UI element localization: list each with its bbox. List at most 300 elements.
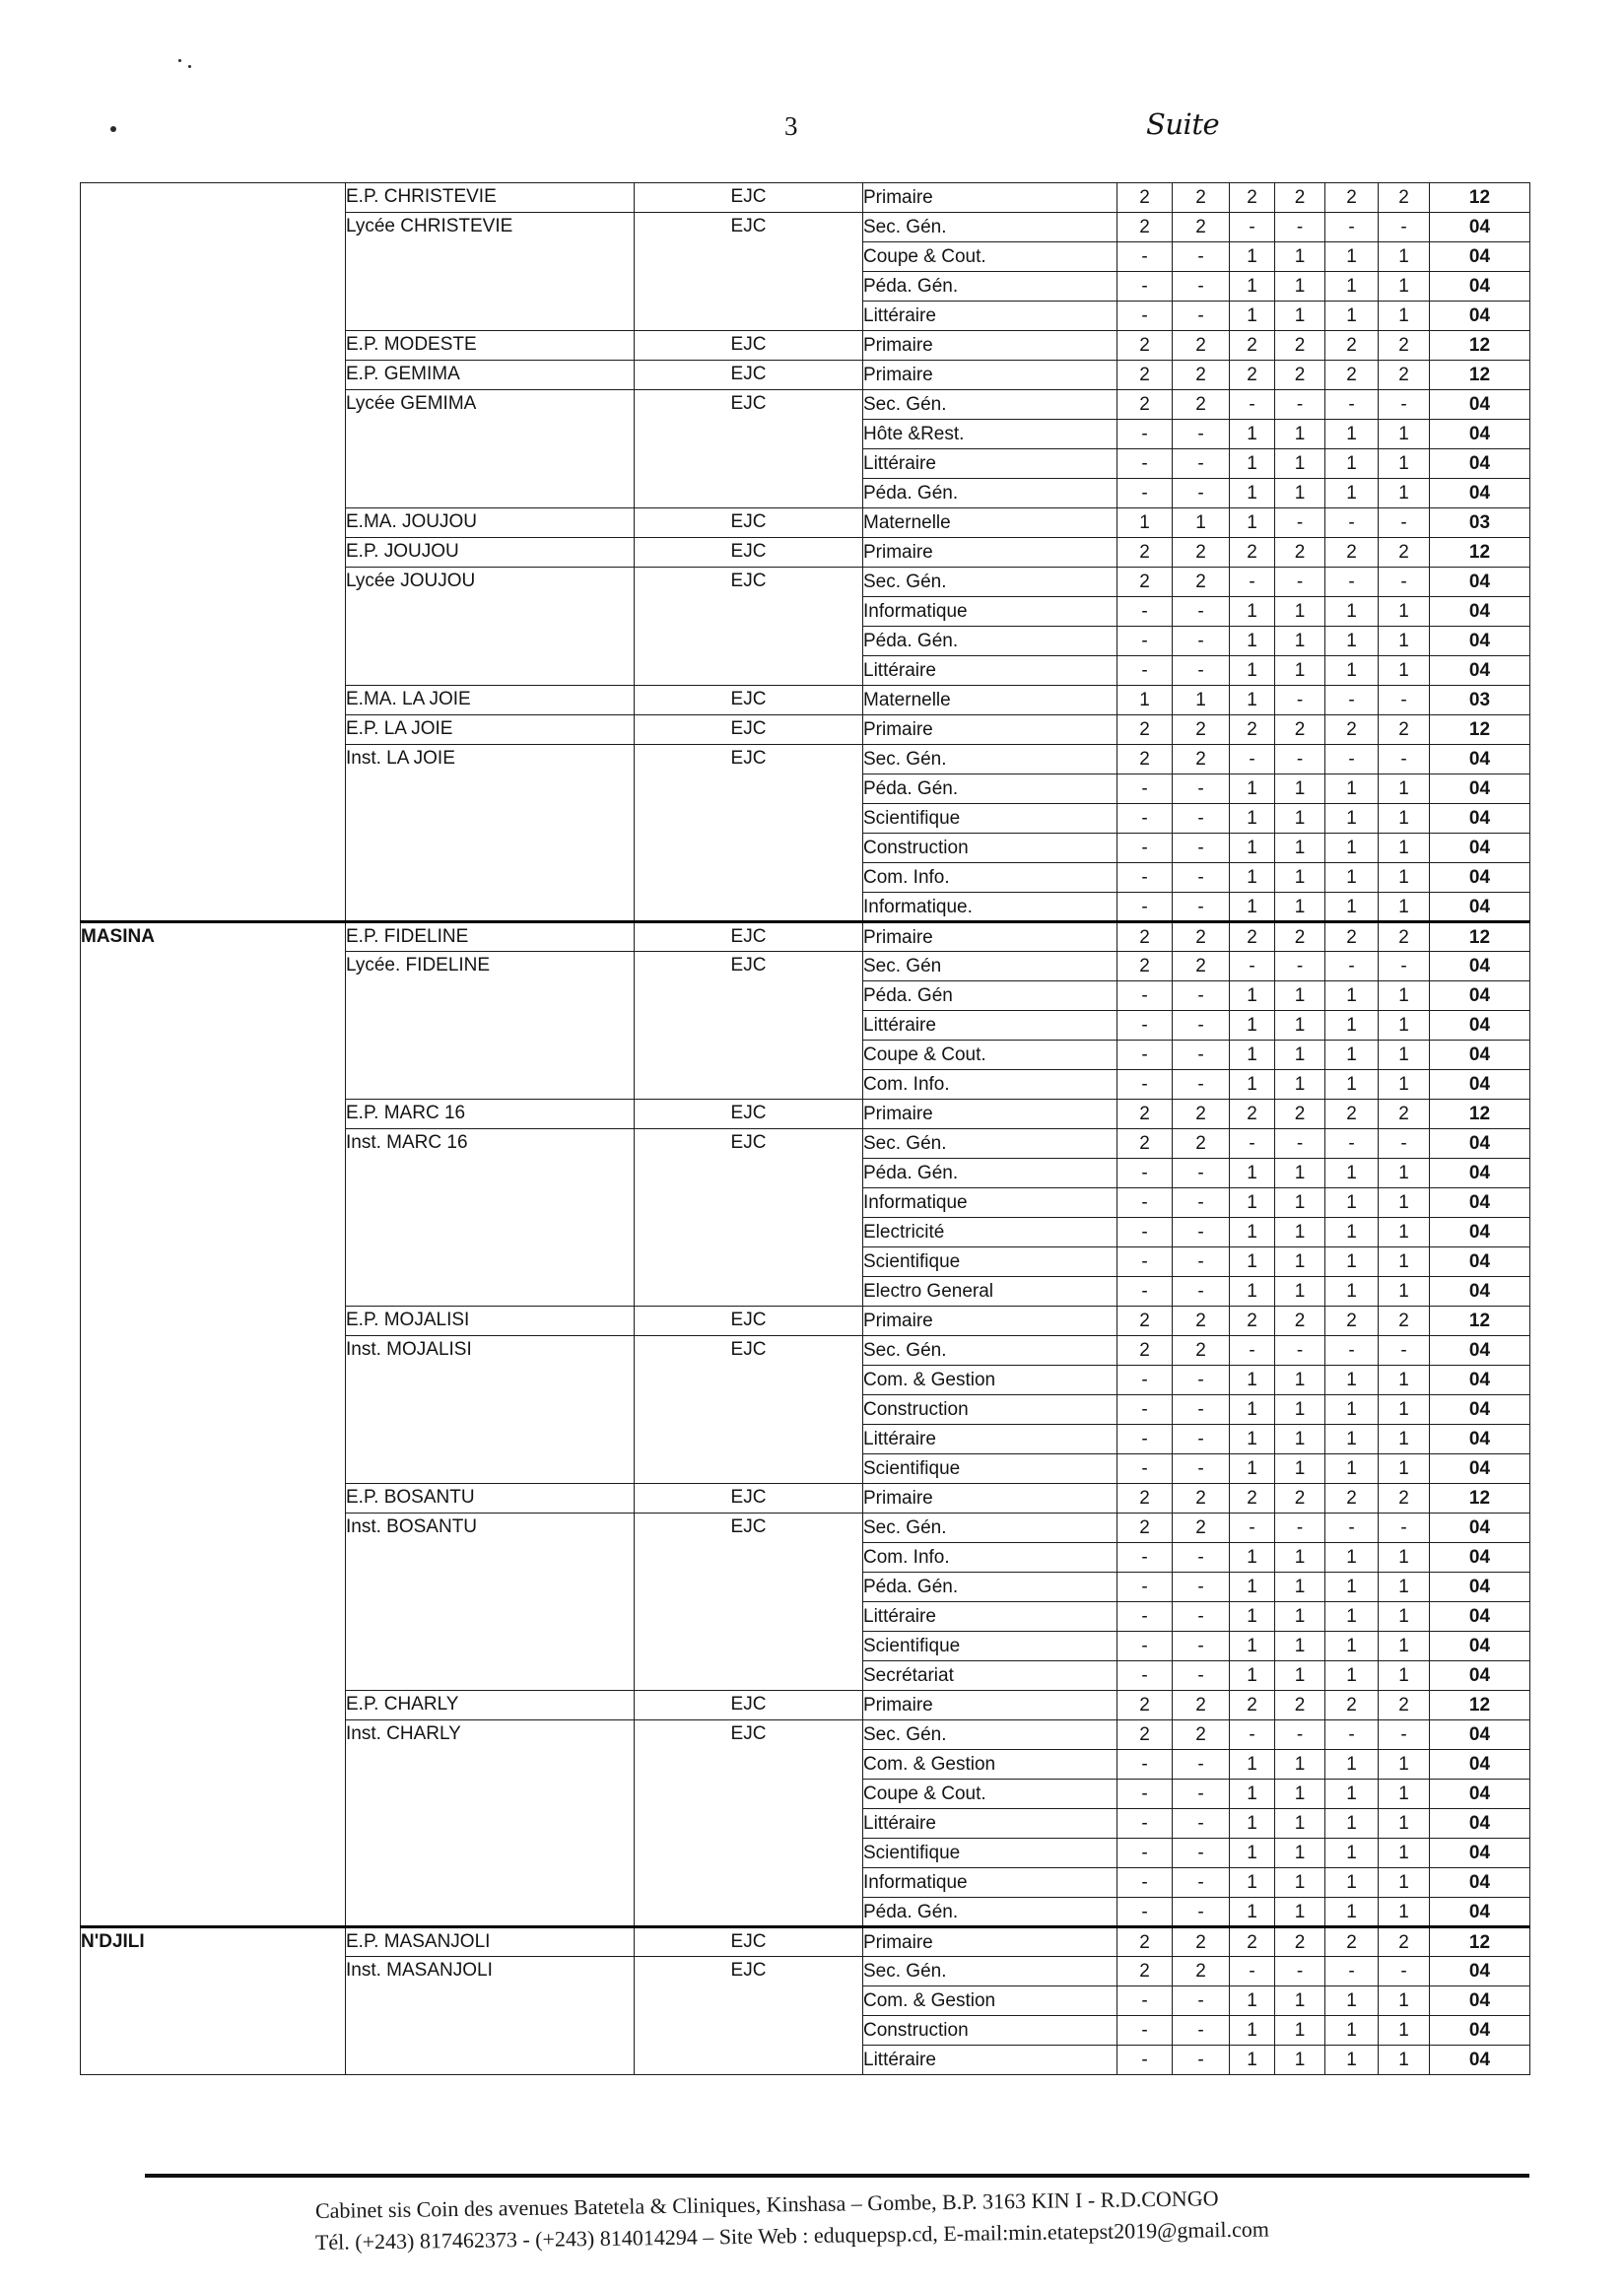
class-count-cell: 1 bbox=[1173, 508, 1230, 538]
class-count-cell: 1 bbox=[1275, 774, 1325, 804]
scan-speck bbox=[178, 59, 181, 62]
option-cell: Com. & Gestion bbox=[863, 1366, 1117, 1395]
class-count-cell: - bbox=[1173, 774, 1230, 804]
class-count-cell: - bbox=[1275, 1129, 1325, 1159]
school-name-cell: E.P. MASANJOLI bbox=[346, 1927, 635, 1957]
class-count-cell: - bbox=[1117, 1632, 1173, 1661]
class-count-cell: 1 bbox=[1325, 1011, 1379, 1041]
total-cell: 04 bbox=[1430, 449, 1530, 479]
class-count-cell: 1 bbox=[1379, 1188, 1430, 1218]
class-count-cell: 1 bbox=[1325, 1188, 1379, 1218]
class-count-cell: 2 bbox=[1379, 538, 1430, 568]
class-count-cell: 1 bbox=[1325, 1543, 1379, 1573]
class-count-cell: 1 bbox=[1275, 272, 1325, 302]
class-count-cell: 2 bbox=[1117, 1484, 1173, 1514]
option-cell: Maternelle bbox=[863, 686, 1117, 715]
class-count-cell: 1 bbox=[1230, 2016, 1275, 2046]
class-count-cell: 1 bbox=[1230, 1159, 1275, 1188]
class-count-cell: - bbox=[1173, 893, 1230, 922]
total-cell: 04 bbox=[1430, 1661, 1530, 1691]
school-name-cell: Inst. LA JOIE bbox=[346, 745, 635, 922]
class-count-cell: 2 bbox=[1230, 183, 1275, 213]
regime-cell: EJC bbox=[635, 745, 863, 922]
class-count-cell: 1 bbox=[1379, 1454, 1430, 1484]
class-count-cell: 1 bbox=[1379, 1809, 1430, 1839]
class-count-cell: 2 bbox=[1275, 1100, 1325, 1129]
total-cell: 04 bbox=[1430, 1839, 1530, 1868]
class-count-cell: - bbox=[1173, 1218, 1230, 1247]
class-count-cell: - bbox=[1117, 1839, 1173, 1868]
option-cell: Scientifique bbox=[863, 1632, 1117, 1661]
class-count-cell: - bbox=[1379, 508, 1430, 538]
class-count-cell: 1 bbox=[1230, 1661, 1275, 1691]
class-count-cell: - bbox=[1275, 1720, 1325, 1750]
class-count-cell: 2 bbox=[1117, 1336, 1173, 1366]
class-count-cell: 2 bbox=[1117, 1129, 1173, 1159]
class-count-cell: - bbox=[1117, 804, 1173, 834]
total-cell: 04 bbox=[1430, 1454, 1530, 1484]
class-count-cell: - bbox=[1230, 1336, 1275, 1366]
class-count-cell: 1 bbox=[1275, 1425, 1325, 1454]
total-cell: 04 bbox=[1430, 1129, 1530, 1159]
class-count-cell: 2 bbox=[1173, 952, 1230, 981]
class-count-cell: 1 bbox=[1379, 1395, 1430, 1425]
class-count-cell: - bbox=[1173, 1661, 1230, 1691]
class-count-cell: 2 bbox=[1275, 1307, 1325, 1336]
class-count-cell: - bbox=[1173, 597, 1230, 627]
continuation-label: Suite bbox=[1146, 107, 1220, 141]
option-cell: Primaire bbox=[863, 1691, 1117, 1720]
class-count-cell: 1 bbox=[1379, 1839, 1430, 1868]
total-cell: 12 bbox=[1430, 1100, 1530, 1129]
option-cell: Littéraire bbox=[863, 1425, 1117, 1454]
class-count-cell: - bbox=[1325, 390, 1379, 420]
class-count-cell: - bbox=[1173, 1986, 1230, 2016]
regime-cell: EJC bbox=[635, 390, 863, 508]
class-count-cell: 1 bbox=[1325, 272, 1379, 302]
class-count-cell: - bbox=[1379, 1957, 1430, 1986]
class-count-cell: - bbox=[1117, 420, 1173, 449]
total-cell: 12 bbox=[1430, 331, 1530, 361]
total-cell: 04 bbox=[1430, 656, 1530, 686]
class-count-cell: 2 bbox=[1173, 1307, 1230, 1336]
class-count-cell: 1 bbox=[1230, 981, 1275, 1011]
class-count-cell: 1 bbox=[1325, 804, 1379, 834]
class-count-cell: 1 bbox=[1379, 1780, 1430, 1809]
total-cell: 04 bbox=[1430, 1602, 1530, 1632]
class-count-cell: - bbox=[1117, 1573, 1173, 1602]
class-count-cell: 1 bbox=[1325, 1632, 1379, 1661]
total-cell: 04 bbox=[1430, 390, 1530, 420]
option-cell: Electricité bbox=[863, 1218, 1117, 1247]
total-cell: 12 bbox=[1430, 715, 1530, 745]
class-count-cell: 2 bbox=[1379, 361, 1430, 390]
total-cell: 04 bbox=[1430, 213, 1530, 242]
class-count-cell: 2 bbox=[1379, 183, 1430, 213]
class-count-cell: 1 bbox=[1275, 1366, 1325, 1395]
class-count-cell: 1 bbox=[1275, 834, 1325, 863]
class-count-cell: 1 bbox=[1230, 597, 1275, 627]
option-cell: Sec. Gén. bbox=[863, 1720, 1117, 1750]
class-count-cell: - bbox=[1230, 1720, 1275, 1750]
class-count-cell: 1 bbox=[1230, 1750, 1275, 1780]
option-cell: Informatique. bbox=[863, 893, 1117, 922]
option-cell: Coupe & Cout. bbox=[863, 242, 1117, 272]
total-cell: 04 bbox=[1430, 1986, 1530, 2016]
class-count-cell: 2 bbox=[1325, 715, 1379, 745]
total-cell: 04 bbox=[1430, 627, 1530, 656]
class-count-cell: 1 bbox=[1230, 1898, 1275, 1927]
total-cell: 04 bbox=[1430, 1750, 1530, 1780]
class-count-cell: 1 bbox=[1275, 1188, 1325, 1218]
option-cell: Littéraire bbox=[863, 302, 1117, 331]
class-count-cell: 1 bbox=[1379, 1159, 1430, 1188]
class-count-cell: 1 bbox=[1379, 1661, 1430, 1691]
class-count-cell: 1 bbox=[1230, 272, 1275, 302]
class-count-cell: - bbox=[1117, 863, 1173, 893]
class-count-cell: 2 bbox=[1379, 1927, 1430, 1957]
class-count-cell: 1 bbox=[1325, 1661, 1379, 1691]
class-count-cell: 1 bbox=[1325, 1454, 1379, 1484]
class-count-cell: 1 bbox=[1325, 981, 1379, 1011]
class-count-cell: - bbox=[1379, 568, 1430, 597]
class-count-cell: - bbox=[1325, 1514, 1379, 1543]
school-name-cell: Inst. MOJALISI bbox=[346, 1336, 635, 1484]
class-count-cell: 2 bbox=[1173, 745, 1230, 774]
total-cell: 12 bbox=[1430, 538, 1530, 568]
option-cell: Primaire bbox=[863, 922, 1117, 952]
class-count-cell: 1 bbox=[1379, 1986, 1430, 2016]
class-count-cell: 2 bbox=[1230, 1927, 1275, 1957]
option-cell: Com. Info. bbox=[863, 863, 1117, 893]
school-name-cell: E.P. JOUJOU bbox=[346, 538, 635, 568]
option-cell: Littéraire bbox=[863, 656, 1117, 686]
schools-table bbox=[80, 182, 1530, 2075]
page-number: 3 bbox=[784, 111, 798, 141]
class-count-cell: 1 bbox=[1230, 1986, 1275, 2016]
class-count-cell: 1 bbox=[1275, 804, 1325, 834]
total-cell: 04 bbox=[1430, 1425, 1530, 1454]
school-name-cell: E.P. BOSANTU bbox=[346, 1484, 635, 1514]
class-count-cell: - bbox=[1117, 2016, 1173, 2046]
regime-cell: EJC bbox=[635, 952, 863, 1100]
regime-cell: EJC bbox=[635, 1484, 863, 1514]
commune-cell bbox=[81, 183, 346, 922]
class-count-cell: 1 bbox=[1325, 1750, 1379, 1780]
class-count-cell: - bbox=[1117, 1750, 1173, 1780]
option-cell: Com. & Gestion bbox=[863, 1750, 1117, 1780]
total-cell: 04 bbox=[1430, 1336, 1530, 1366]
school-name-cell: E.P. MODESTE bbox=[346, 331, 635, 361]
option-cell: Primaire bbox=[863, 1927, 1117, 1957]
school-name-cell: Inst. BOSANTU bbox=[346, 1514, 635, 1691]
total-cell: 04 bbox=[1430, 1070, 1530, 1100]
option-cell: Sec. Gén. bbox=[863, 390, 1117, 420]
class-count-cell: - bbox=[1117, 1543, 1173, 1573]
regime-cell: EJC bbox=[635, 183, 863, 213]
class-count-cell: 1 bbox=[1275, 1809, 1325, 1839]
class-count-cell: 2 bbox=[1275, 538, 1325, 568]
table-body bbox=[81, 183, 1530, 2075]
class-count-cell: 1 bbox=[1325, 1868, 1379, 1898]
option-cell: Com. Info. bbox=[863, 1543, 1117, 1573]
class-count-cell: 1 bbox=[1379, 2016, 1430, 2046]
total-cell: 12 bbox=[1430, 1484, 1530, 1514]
class-count-cell: - bbox=[1117, 1159, 1173, 1188]
class-count-cell: 1 bbox=[1379, 1632, 1430, 1661]
class-count-cell: 1 bbox=[1230, 1395, 1275, 1425]
regime-cell: EJC bbox=[635, 331, 863, 361]
class-count-cell: 1 bbox=[1117, 686, 1173, 715]
class-count-cell: 2 bbox=[1173, 1336, 1230, 1366]
option-cell: Péda. Gén. bbox=[863, 627, 1117, 656]
class-count-cell: 2 bbox=[1275, 922, 1325, 952]
class-count-cell: 1 bbox=[1230, 1868, 1275, 1898]
total-cell: 04 bbox=[1430, 1898, 1530, 1927]
class-count-cell: 1 bbox=[1379, 479, 1430, 508]
total-cell: 12 bbox=[1430, 361, 1530, 390]
class-count-cell: 1 bbox=[1379, 449, 1430, 479]
class-count-cell: 2 bbox=[1117, 1957, 1173, 1986]
class-count-cell: 1 bbox=[1230, 627, 1275, 656]
class-count-cell: 1 bbox=[1275, 1159, 1325, 1188]
total-cell: 04 bbox=[1430, 568, 1530, 597]
class-count-cell: 1 bbox=[1379, 1602, 1430, 1632]
class-count-cell: 1 bbox=[1325, 893, 1379, 922]
class-count-cell: - bbox=[1173, 1011, 1230, 1041]
class-count-cell: - bbox=[1173, 272, 1230, 302]
class-count-cell: 1 bbox=[1275, 1986, 1325, 2016]
option-cell: Primaire bbox=[863, 715, 1117, 745]
total-cell: 04 bbox=[1430, 1514, 1530, 1543]
class-count-cell: 1 bbox=[1230, 834, 1275, 863]
class-count-cell: 1 bbox=[1230, 893, 1275, 922]
class-count-cell: 2 bbox=[1275, 1691, 1325, 1720]
class-count-cell: 2 bbox=[1275, 1927, 1325, 1957]
class-count-cell: 1 bbox=[1275, 1070, 1325, 1100]
total-cell: 04 bbox=[1430, 1188, 1530, 1218]
class-count-cell: 1 bbox=[1230, 804, 1275, 834]
total-cell: 04 bbox=[1430, 1395, 1530, 1425]
class-count-cell: 1 bbox=[1275, 1011, 1325, 1041]
option-cell: Primaire bbox=[863, 183, 1117, 213]
class-count-cell: - bbox=[1117, 834, 1173, 863]
total-cell: 04 bbox=[1430, 1720, 1530, 1750]
footer-address: Cabinet sis Coin des avenues Batetela & Cliniques, Kinshasa – Gombe, B.P. 3163 KIN I - R.D.CONGO bbox=[314, 2186, 1219, 2223]
school-name-cell: E.P. FIDELINE bbox=[346, 922, 635, 952]
class-count-cell: - bbox=[1117, 1277, 1173, 1307]
class-count-cell: - bbox=[1117, 1247, 1173, 1277]
class-count-cell: 1 bbox=[1325, 302, 1379, 331]
class-count-cell: 2 bbox=[1325, 361, 1379, 390]
class-count-cell: 1 bbox=[1379, 597, 1430, 627]
class-count-cell: - bbox=[1230, 213, 1275, 242]
class-count-cell: 1 bbox=[1275, 449, 1325, 479]
option-cell: Primaire bbox=[863, 1484, 1117, 1514]
class-count-cell: - bbox=[1173, 2016, 1230, 2046]
class-count-cell: 1 bbox=[1275, 863, 1325, 893]
school-name-cell: Lycée CHRISTEVIE bbox=[346, 213, 635, 331]
class-count-cell: - bbox=[1173, 1395, 1230, 1425]
class-count-cell: - bbox=[1379, 1336, 1430, 1366]
class-count-cell: 1 bbox=[1325, 597, 1379, 627]
class-count-cell: 2 bbox=[1117, 390, 1173, 420]
option-cell: Scientifique bbox=[863, 804, 1117, 834]
total-cell: 04 bbox=[1430, 804, 1530, 834]
class-count-cell: 1 bbox=[1379, 627, 1430, 656]
school-name-cell: E.P. CHARLY bbox=[346, 1691, 635, 1720]
class-count-cell: - bbox=[1173, 1632, 1230, 1661]
regime-cell: EJC bbox=[635, 1129, 863, 1307]
class-count-cell: 1 bbox=[1230, 1218, 1275, 1247]
class-count-cell: 1 bbox=[1379, 1366, 1430, 1395]
footer-contact: Tél. (+243) 817462373 - (+243) 814014294 – Site Web : eduquepsp.cd, E-mail:min.etatepst2019@gmail.com bbox=[314, 2216, 1270, 2254]
class-count-cell: 2 bbox=[1275, 331, 1325, 361]
class-count-cell: - bbox=[1117, 2046, 1173, 2075]
table-row bbox=[81, 1927, 1530, 1957]
school-name-cell: Lycée. FIDELINE bbox=[346, 952, 635, 1100]
class-count-cell: - bbox=[1173, 981, 1230, 1011]
class-count-cell: 2 bbox=[1117, 331, 1173, 361]
class-count-cell: - bbox=[1117, 1868, 1173, 1898]
class-count-cell: 1 bbox=[1379, 1898, 1430, 1927]
class-count-cell: 1 bbox=[1173, 686, 1230, 715]
class-count-cell: 2 bbox=[1117, 715, 1173, 745]
class-count-cell: - bbox=[1275, 686, 1325, 715]
class-count-cell: - bbox=[1325, 568, 1379, 597]
class-count-cell: - bbox=[1173, 656, 1230, 686]
class-count-cell: 1 bbox=[1230, 1780, 1275, 1809]
class-count-cell: 1 bbox=[1379, 1070, 1430, 1100]
class-count-cell: 2 bbox=[1379, 1691, 1430, 1720]
class-count-cell: 2 bbox=[1173, 331, 1230, 361]
class-count-cell: - bbox=[1325, 1129, 1379, 1159]
class-count-cell: - bbox=[1117, 1218, 1173, 1247]
class-count-cell: 1 bbox=[1325, 242, 1379, 272]
class-count-cell: - bbox=[1117, 1809, 1173, 1839]
class-count-cell: 2 bbox=[1325, 1484, 1379, 1514]
commune-cell: MASINA bbox=[81, 922, 346, 1927]
class-count-cell: - bbox=[1173, 449, 1230, 479]
class-count-cell: 2 bbox=[1325, 922, 1379, 952]
class-count-cell: 2 bbox=[1325, 183, 1379, 213]
regime-cell: EJC bbox=[635, 1100, 863, 1129]
class-count-cell: 2 bbox=[1379, 331, 1430, 361]
regime-cell: EJC bbox=[635, 1336, 863, 1484]
total-cell: 04 bbox=[1430, 2016, 1530, 2046]
class-count-cell: - bbox=[1173, 1573, 1230, 1602]
class-count-cell: 2 bbox=[1173, 1484, 1230, 1514]
total-cell: 03 bbox=[1430, 686, 1530, 715]
class-count-cell: 2 bbox=[1275, 183, 1325, 213]
class-count-cell: 2 bbox=[1230, 1100, 1275, 1129]
class-count-cell: - bbox=[1173, 1898, 1230, 1927]
class-count-cell: 2 bbox=[1173, 1514, 1230, 1543]
class-count-cell: 2 bbox=[1173, 361, 1230, 390]
option-cell: Com. Info. bbox=[863, 1070, 1117, 1100]
class-count-cell: 1 bbox=[1230, 242, 1275, 272]
class-count-cell: 2 bbox=[1173, 538, 1230, 568]
regime-cell: EJC bbox=[635, 686, 863, 715]
option-cell: Primaire bbox=[863, 1307, 1117, 1336]
class-count-cell: 2 bbox=[1230, 1691, 1275, 1720]
class-count-cell: 1 bbox=[1379, 656, 1430, 686]
option-cell: Sec. Gén bbox=[863, 952, 1117, 981]
total-cell: 04 bbox=[1430, 834, 1530, 863]
class-count-cell: - bbox=[1117, 1070, 1173, 1100]
regime-cell: EJC bbox=[635, 1307, 863, 1336]
option-cell: Scientifique bbox=[863, 1839, 1117, 1868]
class-count-cell: - bbox=[1117, 1041, 1173, 1070]
total-cell: 04 bbox=[1430, 1632, 1530, 1661]
class-count-cell: 1 bbox=[1275, 1898, 1325, 1927]
table-row bbox=[81, 183, 1530, 213]
class-count-cell: - bbox=[1275, 390, 1325, 420]
class-count-cell: 2 bbox=[1379, 922, 1430, 952]
option-cell: Péda. Gén. bbox=[863, 1573, 1117, 1602]
class-count-cell: 1 bbox=[1275, 1780, 1325, 1809]
class-count-cell: 1 bbox=[1275, 2046, 1325, 2075]
commune-cell: N'DJILI bbox=[81, 1927, 346, 2075]
class-count-cell: - bbox=[1173, 1277, 1230, 1307]
class-count-cell: 1 bbox=[1275, 1573, 1325, 1602]
class-count-cell: - bbox=[1173, 1750, 1230, 1780]
total-cell: 12 bbox=[1430, 1691, 1530, 1720]
class-count-cell: - bbox=[1230, 745, 1275, 774]
class-count-cell: 1 bbox=[1325, 834, 1379, 863]
class-count-cell: - bbox=[1117, 1986, 1173, 2016]
class-count-cell: 1 bbox=[1275, 1277, 1325, 1307]
class-count-cell: - bbox=[1379, 1720, 1430, 1750]
class-count-cell: 2 bbox=[1117, 745, 1173, 774]
class-count-cell: - bbox=[1325, 745, 1379, 774]
option-cell: Scientifique bbox=[863, 1247, 1117, 1277]
school-name-cell: E.P. GEMIMA bbox=[346, 361, 635, 390]
class-count-cell: 1 bbox=[1275, 479, 1325, 508]
class-count-cell: 1 bbox=[1325, 1602, 1379, 1632]
class-count-cell: - bbox=[1325, 213, 1379, 242]
option-cell: Littéraire bbox=[863, 449, 1117, 479]
class-count-cell: 1 bbox=[1379, 1868, 1430, 1898]
school-name-cell: E.MA. JOUJOU bbox=[346, 508, 635, 538]
class-count-cell: 1 bbox=[1230, 774, 1275, 804]
class-count-cell: 1 bbox=[1379, 1218, 1430, 1247]
class-count-cell: 2 bbox=[1379, 1100, 1430, 1129]
class-count-cell: - bbox=[1173, 2046, 1230, 2075]
class-count-cell: 1 bbox=[1325, 1247, 1379, 1277]
class-count-cell: - bbox=[1117, 1454, 1173, 1484]
class-count-cell: 1 bbox=[1230, 1454, 1275, 1484]
class-count-cell: 1 bbox=[1325, 1839, 1379, 1868]
class-count-cell: 2 bbox=[1173, 1691, 1230, 1720]
class-count-cell: 2 bbox=[1117, 952, 1173, 981]
class-count-cell: - bbox=[1173, 1868, 1230, 1898]
class-count-cell: - bbox=[1230, 952, 1275, 981]
class-count-cell: 1 bbox=[1230, 1277, 1275, 1307]
class-count-cell: 1 bbox=[1379, 863, 1430, 893]
class-count-cell: - bbox=[1117, 656, 1173, 686]
class-count-cell: - bbox=[1275, 508, 1325, 538]
total-cell: 04 bbox=[1430, 893, 1530, 922]
class-count-cell: - bbox=[1173, 1780, 1230, 1809]
class-count-cell: 1 bbox=[1379, 1011, 1430, 1041]
class-count-cell: 2 bbox=[1117, 568, 1173, 597]
total-cell: 12 bbox=[1430, 183, 1530, 213]
class-count-cell: 1 bbox=[1230, 479, 1275, 508]
class-count-cell: - bbox=[1173, 834, 1230, 863]
regime-cell: EJC bbox=[635, 1691, 863, 1720]
class-count-cell: - bbox=[1117, 449, 1173, 479]
